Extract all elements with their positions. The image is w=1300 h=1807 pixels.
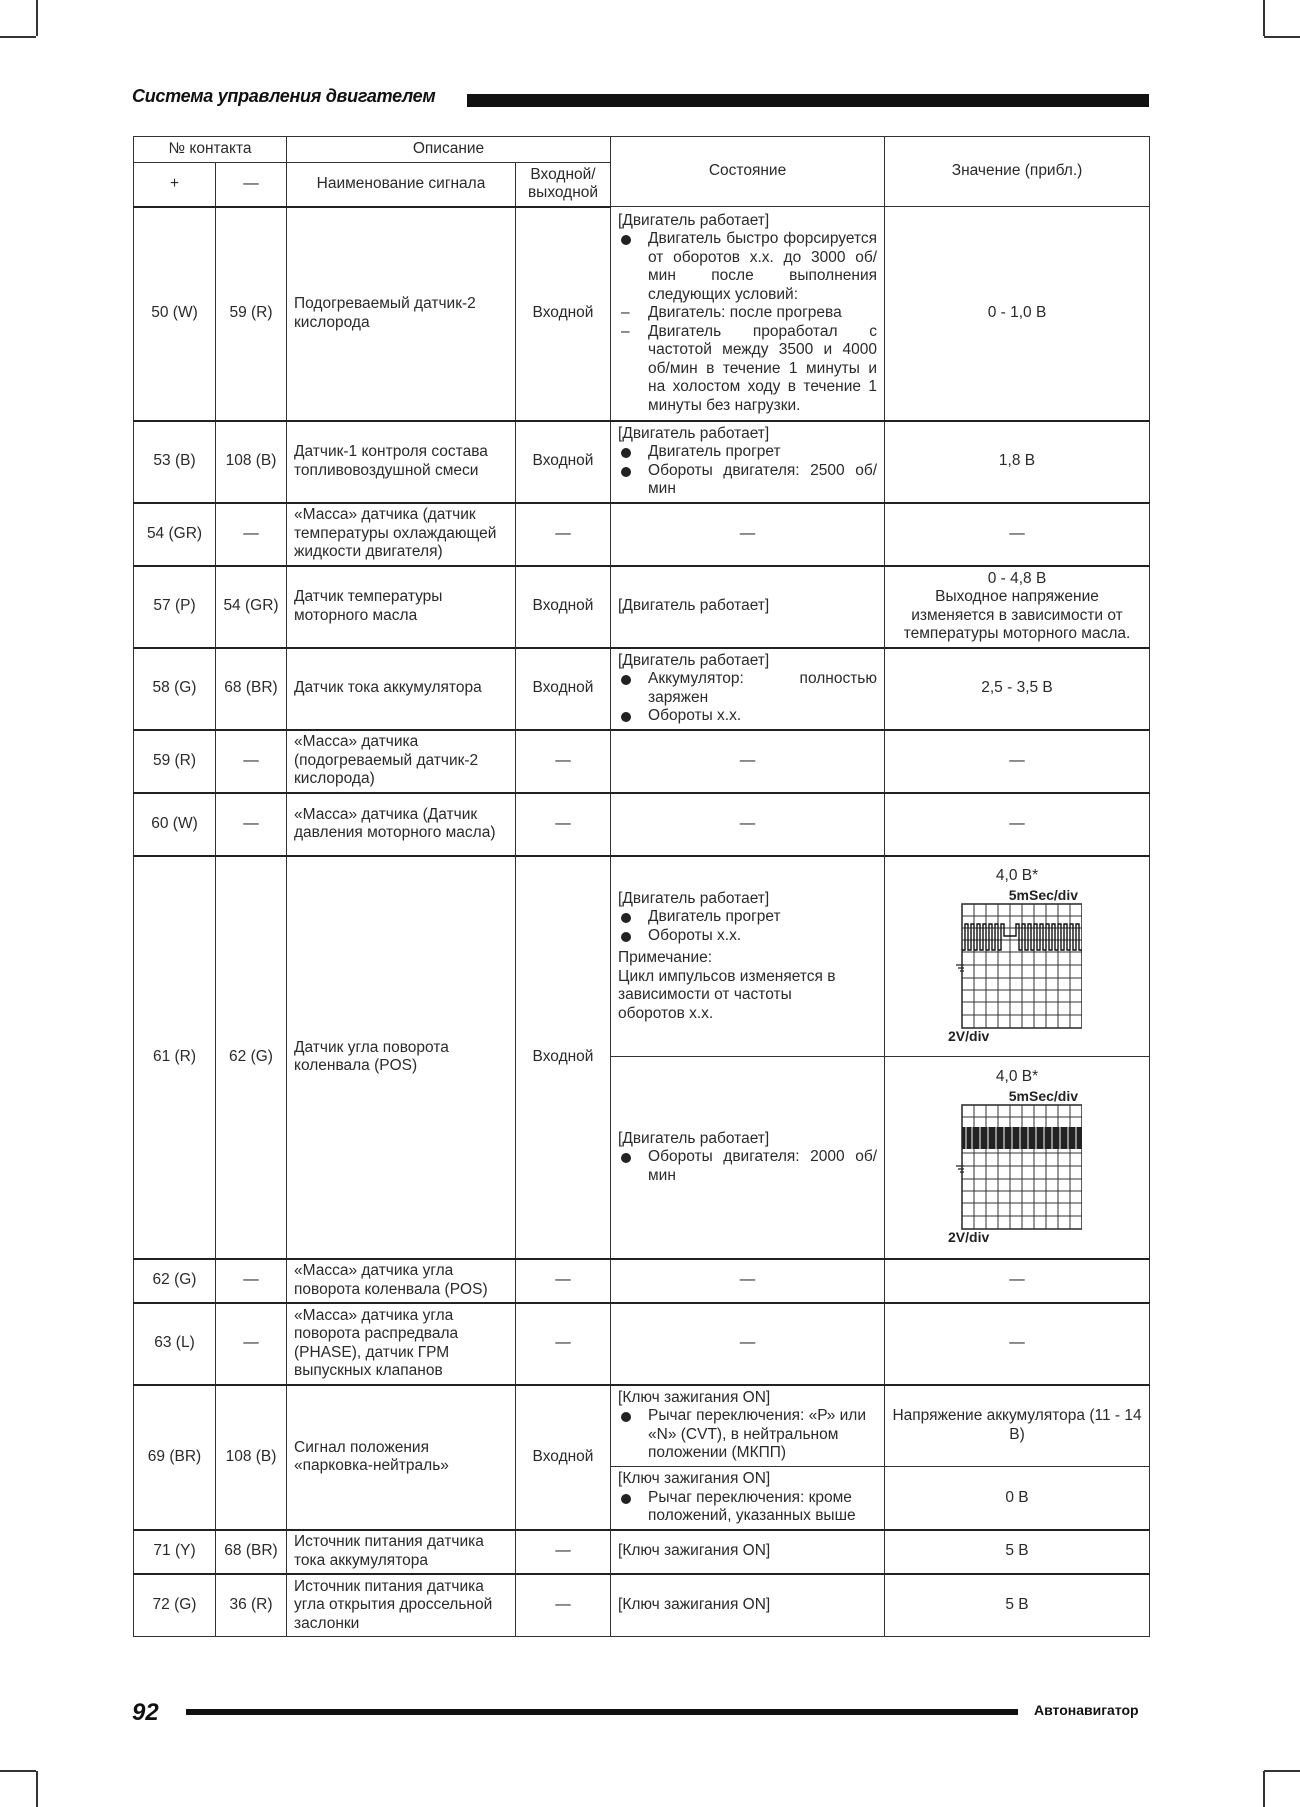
- crop-mark: [0, 36, 36, 38]
- pin-plus: 62 (G): [134, 1259, 216, 1303]
- oscilloscope: [942, 886, 1092, 1046]
- condition-cell: [Двигатель работает]: [611, 566, 885, 648]
- value-cell: —: [885, 503, 1150, 566]
- value-cell: 1,8 В: [885, 421, 1150, 503]
- value-cell: Напряжение аккумулятора (11 - 14 В): [885, 1385, 1150, 1467]
- condition-heading: [Двигатель работает]: [618, 1129, 770, 1147]
- value-cell: —: [885, 1259, 1150, 1303]
- crop-mark: [36, 1771, 38, 1807]
- col-signal-name: Наименование сигнала: [287, 162, 516, 207]
- signal-name: Датчик угла поворота коленвала (POS): [287, 856, 516, 1259]
- pin-minus: —: [216, 503, 287, 566]
- value-cell: 0 - 1,0 В: [885, 207, 1150, 421]
- col-condition: Состояние: [611, 137, 885, 207]
- signal-name: Подогреваемый датчик-2 кислорода: [287, 207, 516, 421]
- footer-rule: [186, 1709, 1018, 1715]
- pin-minus: 62 (G): [216, 856, 287, 1259]
- value-cell: [885, 1057, 1150, 1259]
- value-cell: 5 В: [885, 1574, 1150, 1637]
- pin-plus: 58 (G): [134, 648, 216, 730]
- pin-plus: 60 (W): [134, 793, 216, 856]
- page-number: 92: [132, 1699, 159, 1726]
- value-cell: [885, 856, 1150, 1057]
- io-type: Входной: [516, 207, 611, 421]
- col-plus: +: [134, 162, 216, 207]
- pin-minus: —: [216, 1259, 287, 1303]
- condition-heading: [Ключ зажигания ON]: [618, 1470, 771, 1487]
- io-type: —: [516, 1530, 611, 1574]
- col-contact-no: № контакта: [134, 137, 287, 163]
- scope-volt-label: 2V/div: [948, 1229, 990, 1245]
- pin-plus: 59 (R): [134, 730, 216, 793]
- io-type: —: [516, 730, 611, 793]
- signal-name: Датчик тока аккумулятора: [287, 648, 516, 730]
- signal-name: «Масса» датчика угла поворота распредвала (PHASE), датчик ГРМ выпускных клапанов: [287, 1303, 516, 1385]
- pin-minus: 36 (R): [216, 1574, 287, 1637]
- condition-heading: [Двигатель работает]: [618, 211, 770, 229]
- list-item: Рычаг переключения: кроме положений, указанных выше: [618, 1489, 877, 1526]
- pin-minus: —: [216, 793, 287, 856]
- scope-time-label: 5mSec/div: [1008, 1087, 1079, 1104]
- condition-heading: [Двигатель работает]: [618, 889, 770, 907]
- value-main: 4,0 В*: [995, 867, 1039, 884]
- pin-minus: 68 (BR): [216, 648, 287, 730]
- signal-name: Источник питания датчика тока аккумулятора: [287, 1530, 516, 1574]
- section-title: Система управления двигателем: [132, 86, 436, 106]
- condition-heading: [Двигатель работает]: [618, 651, 770, 669]
- condition-cell: —: [611, 793, 885, 856]
- note-title: Примечание:: [618, 949, 713, 966]
- io-type: Входной: [516, 648, 611, 730]
- condition-cell: [611, 421, 885, 503]
- io-type: —: [516, 793, 611, 856]
- pinout-table: [133, 136, 1150, 1637]
- value-cell: —: [885, 793, 1150, 856]
- list-item: Обороты двигателя: 2500 об/мин: [618, 462, 877, 499]
- io-type: —: [516, 1303, 611, 1385]
- table-row: [134, 793, 1150, 856]
- pin-minus: 54 (GR): [216, 566, 287, 648]
- table-row: [134, 856, 1150, 1057]
- crop-mark: [1263, 1771, 1265, 1807]
- pin-plus: 53 (B): [134, 421, 216, 503]
- signal-name: Сигнал положения «парковка-нейтраль»: [287, 1385, 516, 1530]
- crop-mark: [36, 0, 38, 36]
- pin-plus: 72 (G): [134, 1574, 216, 1637]
- io-type: Входной: [516, 856, 611, 1259]
- col-minus: —: [216, 162, 287, 207]
- io-type: Входной: [516, 1385, 611, 1530]
- value-note: Выходное напряжение изменяется в зависимости от температуры моторного масла.: [903, 588, 1131, 642]
- table-row: [134, 503, 1150, 566]
- list-item: – Двигатель: после прогрева: [618, 304, 877, 323]
- crop-mark: [1264, 1770, 1300, 1772]
- list-item: Двигатель быстро форсируется от оборотов х.х. до 3000 об/мин после выполнения следующих условий:: [618, 230, 877, 304]
- pin-minus: 108 (B): [216, 421, 287, 503]
- col-value: Значение (прибл.): [885, 137, 1150, 207]
- io-type: —: [516, 503, 611, 566]
- table-row: [134, 1574, 1150, 1637]
- oscilloscope-graph: [956, 1103, 1082, 1231]
- table-row: [134, 1385, 1150, 1467]
- value-cell: [885, 566, 1150, 648]
- condition-cell: [Ключ зажигания ON]: [611, 1574, 885, 1637]
- value-cell: —: [885, 730, 1150, 793]
- value-main: 4,0 В*: [995, 1068, 1039, 1085]
- signal-name: Датчик температуры моторного масла: [287, 566, 516, 648]
- value-cell: —: [885, 1303, 1150, 1385]
- io-type: Входной: [516, 566, 611, 648]
- signal-name: «Масса» датчика угла поворота коленвала (POS): [287, 1259, 516, 1303]
- oscilloscope: [942, 1087, 1092, 1247]
- value-cell: 5 В: [885, 1530, 1150, 1574]
- signal-name: «Масса» датчика (Датчик давления моторного масла): [287, 793, 516, 856]
- table-row: [134, 1530, 1150, 1574]
- condition-cell: [611, 856, 885, 1057]
- scope-time-label: 5mSec/div: [1008, 886, 1079, 903]
- note-text: Цикл импульсов изменяется в зависимости от частоты оборотов х.х.: [618, 967, 836, 1022]
- scope-volt-label: 2V/div: [948, 1028, 990, 1044]
- condition-cell: [611, 1057, 885, 1259]
- list-item: Обороты х.х.: [618, 927, 877, 946]
- condition-cell: [611, 1467, 885, 1530]
- condition-cell: —: [611, 1303, 885, 1385]
- table-row: [134, 1259, 1150, 1303]
- col-io: Входной/ выходной: [516, 162, 611, 207]
- pin-minus: 59 (R): [216, 207, 287, 421]
- signal-name: «Масса» датчика (подогреваемый датчик-2 кислорода): [287, 730, 516, 793]
- list-item: Обороты двигателя: 2000 об/мин: [618, 1148, 877, 1185]
- list-item: Рычаг переключения: «Р» или «N» (CVT), в нейтральном положении (МКПП): [618, 1407, 877, 1463]
- value-main: 0 - 4,8 В: [987, 569, 1047, 587]
- table-row: [134, 1303, 1150, 1385]
- condition-cell: —: [611, 730, 885, 793]
- condition-cell: —: [611, 1259, 885, 1303]
- pin-plus: 57 (P): [134, 566, 216, 648]
- condition-heading: [Двигатель работает]: [618, 424, 770, 442]
- condition-cell: —: [611, 503, 885, 566]
- pin-plus: 71 (Y): [134, 1530, 216, 1574]
- signal-name: Датчик-1 контроля состава топливовоздушной смеси: [287, 421, 516, 503]
- header-rule: [467, 94, 1149, 107]
- io-type: Входной: [516, 421, 611, 503]
- table-row: [134, 421, 1150, 503]
- io-type: —: [516, 1259, 611, 1303]
- col-description: Описание: [287, 137, 611, 163]
- value-cell: 0 В: [885, 1467, 1150, 1530]
- list-item: Аккумулятор: полностью заряжен: [618, 670, 877, 707]
- io-type: —: [516, 1574, 611, 1637]
- signal-name: Источник питания датчика угла открытия дроссельной заслонки: [287, 1574, 516, 1637]
- condition-heading: [Ключ зажигания ON]: [618, 1388, 771, 1406]
- list-item: Двигатель прогрет: [618, 908, 877, 927]
- table-row: [134, 730, 1150, 793]
- table-row: [134, 566, 1150, 648]
- signal-name: «Масса» датчика (датчик температуры охлаждающей жидкости двигателя): [287, 503, 516, 566]
- table-row: [134, 648, 1150, 730]
- condition-cell: [Ключ зажигания ON]: [611, 1530, 885, 1574]
- pin-plus: 63 (L): [134, 1303, 216, 1385]
- condition-cell: [611, 648, 885, 730]
- crop-mark: [1263, 0, 1265, 36]
- pin-minus: 108 (B): [216, 1385, 287, 1530]
- footer-brand: Автонавигатор: [1034, 1702, 1139, 1718]
- pin-plus: 50 (W): [134, 207, 216, 421]
- list-item: Двигатель прогрет: [618, 443, 877, 462]
- list-item: Обороты х.х.: [618, 707, 877, 726]
- crop-mark: [0, 1770, 36, 1772]
- crop-mark: [1264, 36, 1300, 38]
- pin-plus: 69 (BR): [134, 1385, 216, 1530]
- table-row: [134, 207, 1150, 421]
- pin-minus: —: [216, 1303, 287, 1385]
- pin-plus: 54 (GR): [134, 503, 216, 566]
- condition-cell: [611, 1385, 885, 1467]
- condition-cell: [611, 207, 885, 421]
- pin-plus: 61 (R): [134, 856, 216, 1259]
- oscilloscope-graph: [956, 902, 1082, 1030]
- list-item: – Двигатель проработал с частотой между 3500 и 4000 об/мин в течение 1 минуты и на холостом ходу в течение 1 минуты без нагрузки.: [618, 323, 877, 416]
- pin-minus: —: [216, 730, 287, 793]
- value-cell: 2,5 - 3,5 В: [885, 648, 1150, 730]
- pin-minus: 68 (BR): [216, 1530, 287, 1574]
